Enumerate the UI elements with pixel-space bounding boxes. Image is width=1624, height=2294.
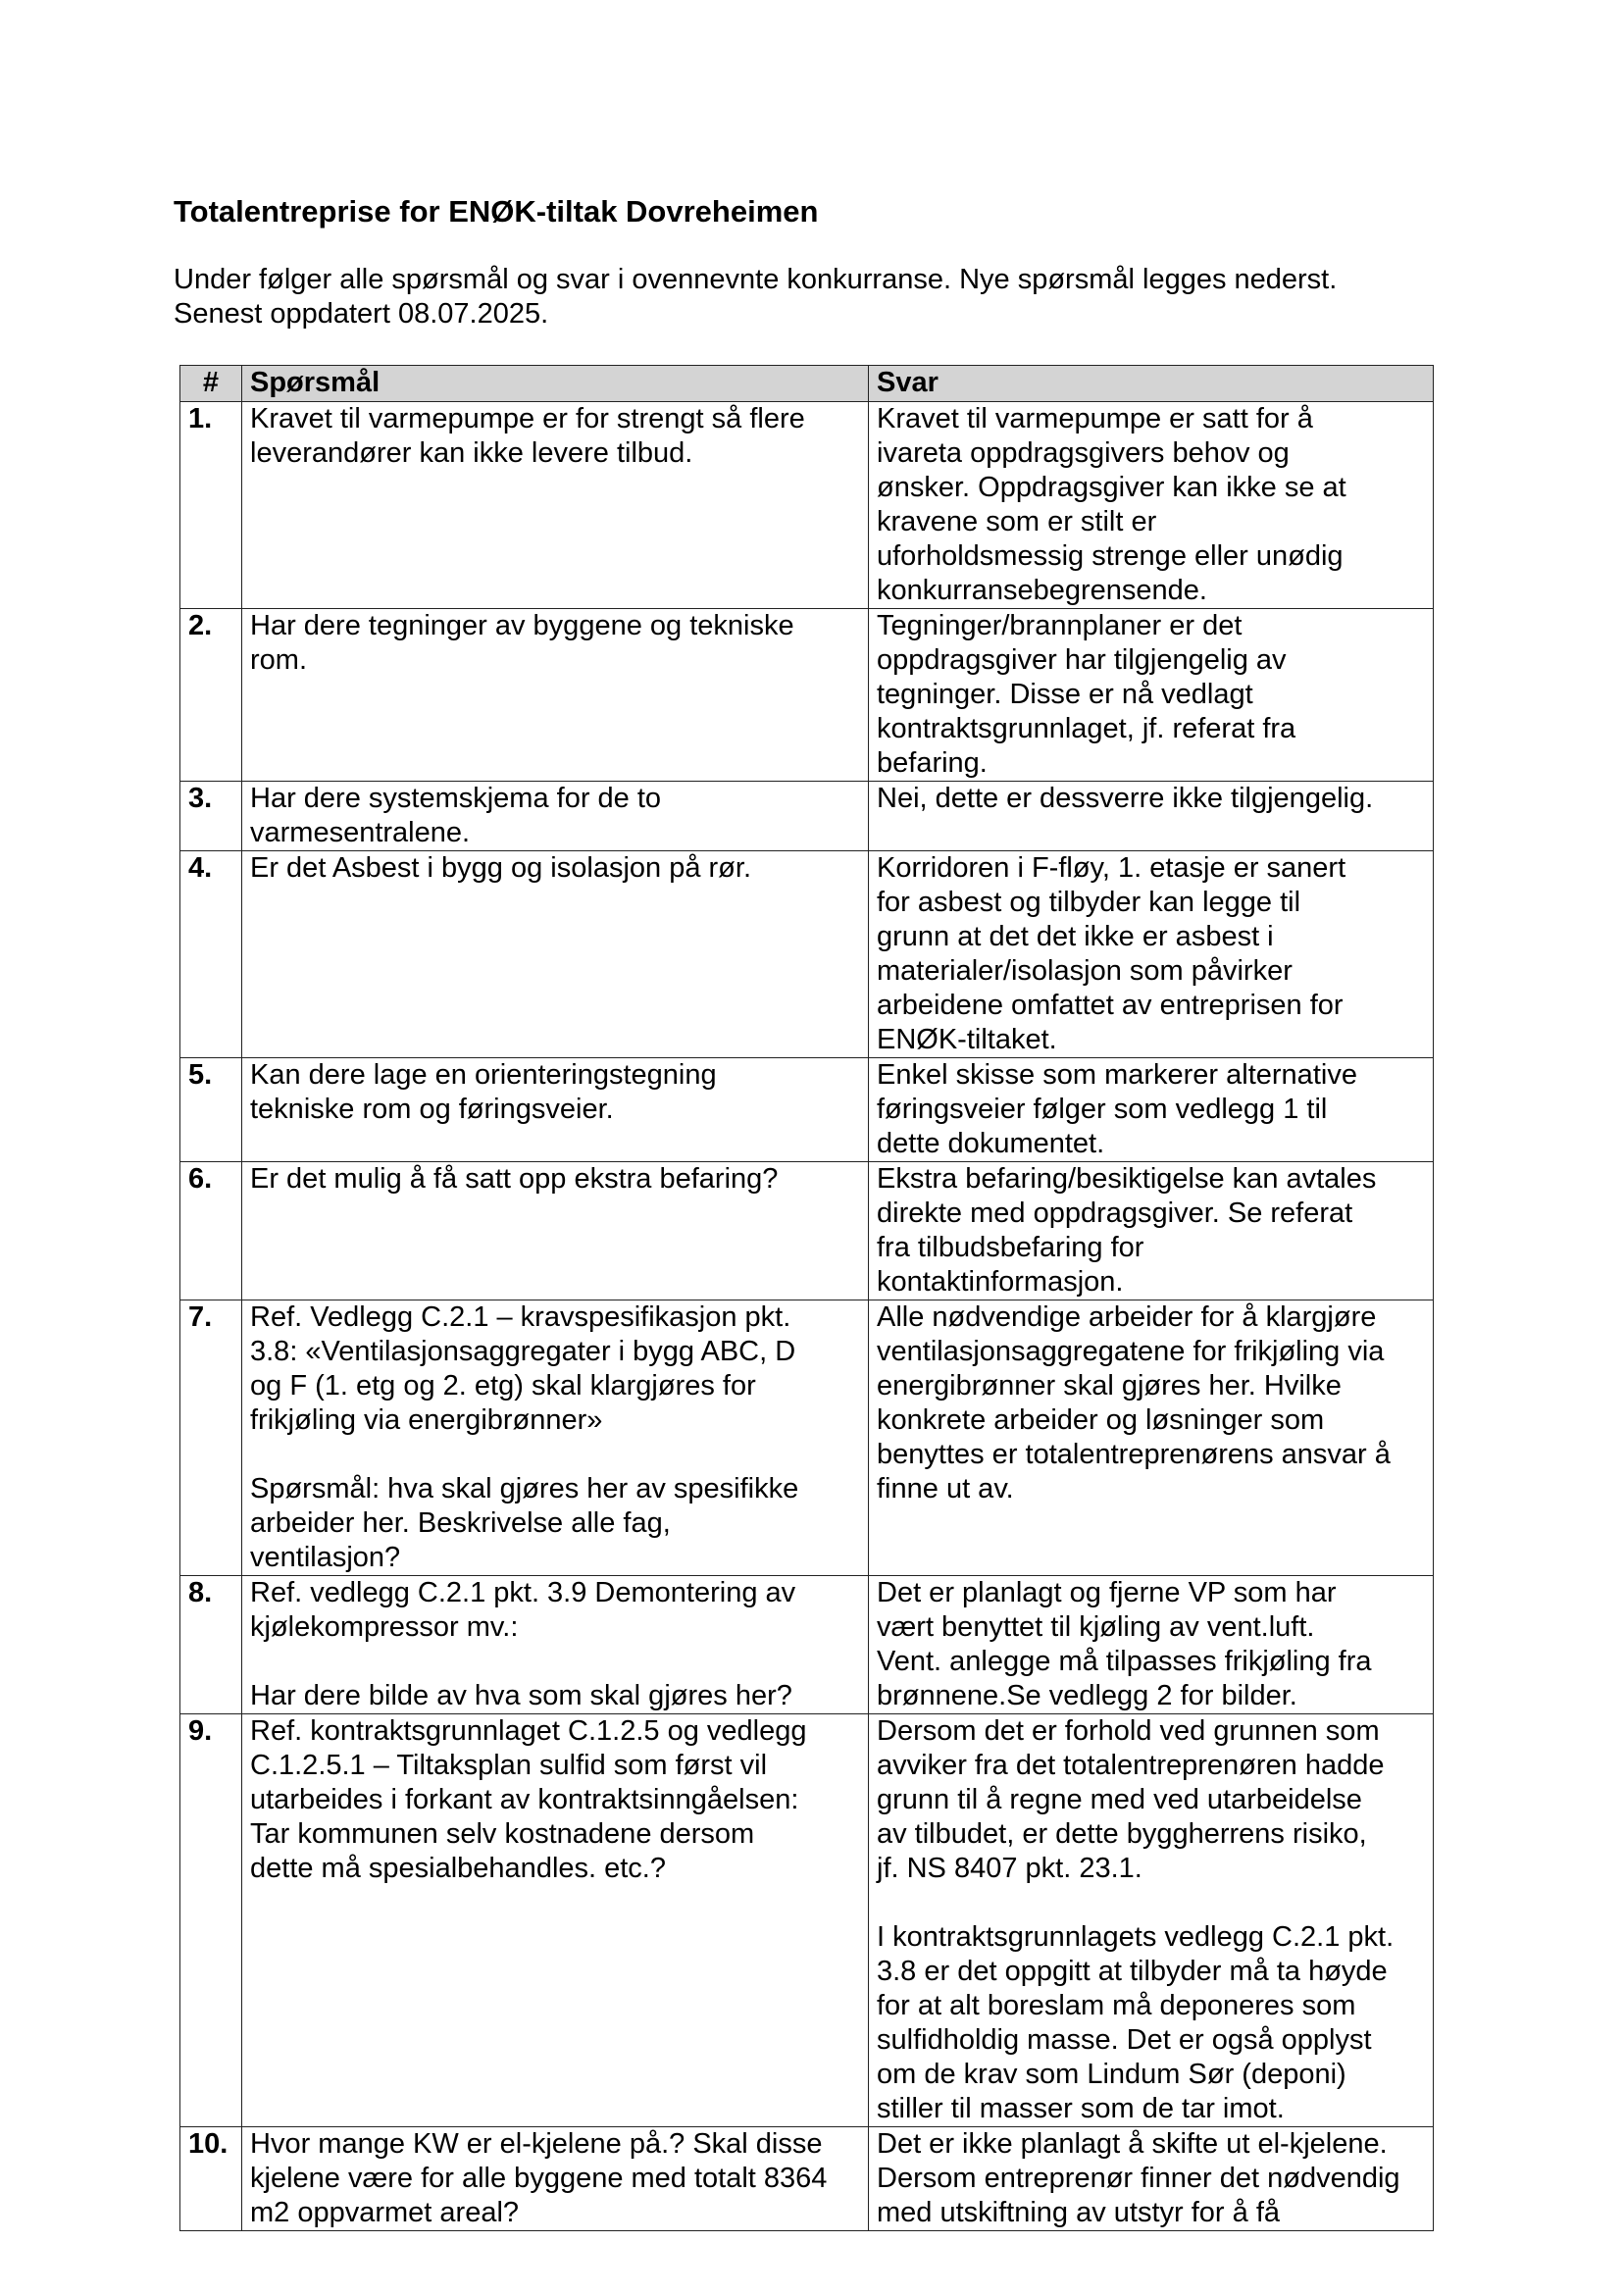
row-question-cell	[242, 782, 869, 851]
row-question-cell	[242, 851, 869, 1058]
row-number: 7.	[180, 1300, 242, 1576]
row-question-paragraph: Ref. Vedlegg C.2.1 – kravspesifikasjon pkt. 3.8: «Ventilasjonsaggregater i bygg ABC, D og F (1. etg og 2. etg) skal klargjøres for frikjøling via energibrønner»	[250, 1301, 796, 1436]
row-answer-paragraph: Dersom det er forhold ved grunnen som avviker fra det totalentreprenøren hadde grunn til å regne med ved utarbeidelse av tilbudet, er dette byggherrens risiko, jf. NS 8407 pkt. 23.1.	[877, 1715, 1385, 1884]
row-question-paragraph: Har dere bilde av hva som skal gjøres her?	[250, 1680, 792, 1711]
row-question-paragraph: Hvor mange KW er el-kjelene på.? Skal disse kjelene være for alle byggene med totalt 8364 m2 oppvarmet areal?	[250, 2128, 828, 2228]
paragraph-gap	[877, 1886, 1431, 1920]
qa-table	[179, 365, 1434, 2231]
paragraph-gap	[250, 1645, 866, 1679]
row-answer-cell	[869, 1162, 1434, 1300]
header-answer: Svar	[869, 366, 1434, 402]
table-row	[180, 1714, 1434, 2127]
table-row	[180, 2127, 1434, 2231]
row-answer-paragraph: Alle nødvendige arbeider for å klargjøre ventilasjonsaggregatene for frikjøling via energibrønner skal gjøres her. Hvilke konkrete arbeider og løsninger som benyttes er totalentreprenørens ansvar å finne ut av.	[877, 1301, 1391, 1504]
row-answer-paragraph: Kravet til varmepumpe er satt for å ivareta oppdragsgivers behov og ønsker. Oppdragsgiver kan ikke se at kravene som er stilt er uforholdsmessig strenge eller unødig konkurransebegrensende.	[877, 403, 1346, 606]
row-answer-cell	[869, 1714, 1434, 2127]
row-answer-paragraph: Det er ikke planlagt å skifte ut el-kjelene. Dersom entreprenør finner det nødvendig med utskiftning av utstyr for å få	[877, 2128, 1400, 2228]
row-question-cell	[242, 609, 869, 782]
row-number: 4.	[180, 851, 242, 1058]
row-question-paragraph: Spørsmål: hva skal gjøres her av spesifikke arbeider her. Beskrivelse alle fag, ventilasjon?	[250, 1473, 799, 1573]
row-answer-cell	[869, 609, 1434, 782]
paragraph-gap	[250, 1438, 866, 1472]
row-question-paragraph: Har dere systemskjema for de to varmesentralene.	[250, 783, 662, 848]
row-answer-cell	[869, 782, 1434, 851]
row-number: 2.	[180, 609, 242, 782]
table-row	[180, 1576, 1434, 1714]
row-number: 1.	[180, 402, 242, 609]
table-row	[180, 609, 1434, 782]
row-answer-paragraph: Nei, dette er dessverre ikke tilgjengelig.	[877, 783, 1374, 814]
row-question-cell	[242, 402, 869, 609]
row-number: 6.	[180, 1162, 242, 1300]
table-row	[180, 782, 1434, 851]
row-question-paragraph: Ref. kontraktsgrunnlaget C.1.2.5 og vedlegg C.1.2.5.1 – Tiltaksplan sulfid som først vil utarbeides i forkant av kontraktsinngåelsen: Tar kommunen selv kostnadene dersom dette må spesialbehandles. etc.?	[250, 1715, 807, 1884]
row-answer-cell	[869, 2127, 1434, 2231]
row-question-paragraph: Ref. vedlegg C.2.1 pkt. 3.9 Demontering av kjølekompressor mv.:	[250, 1577, 796, 1643]
row-answer-paragraph: Ekstra befaring/besiktigelse kan avtales direkte med oppdragsgiver. Se referat fra tilbudsbefaring for kontaktinformasjon.	[877, 1163, 1377, 1298]
row-number: 3.	[180, 782, 242, 851]
header-question: Spørsmål	[242, 366, 869, 402]
table-row	[180, 851, 1434, 1058]
row-answer-paragraph: Det er planlagt og fjerne VP som har vært benyttet til kjøling av vent.luft. Vent. anlegge må tilpasses frikjøling fra brønnene.Se vedlegg 2 for bilder.	[877, 1577, 1372, 1711]
row-answer-cell	[869, 851, 1434, 1058]
row-question-cell	[242, 2127, 869, 2231]
row-answer-cell	[869, 1300, 1434, 1576]
row-answer-paragraph: Enkel skisse som markerer alternative føringsveier følger som vedlegg 1 til dette dokumentet.	[877, 1059, 1357, 1159]
intro-line-1: Under følger alle spørsmål og svar i ovennevnte konkurranse. Nye spørsmål legges nederst.	[174, 264, 1338, 295]
row-question-cell	[242, 1162, 869, 1300]
table-row	[180, 1058, 1434, 1162]
row-answer-paragraph: Tegninger/brannplaner er det oppdragsgiver har tilgjengelig av tegninger. Disse er nå vedlagt kontraktsgrunnlaget, jf. referat fra befaring.	[877, 610, 1296, 779]
row-answer-cell	[869, 402, 1434, 609]
row-question-cell	[242, 1576, 869, 1714]
table-row	[180, 1162, 1434, 1300]
header-num: #	[180, 366, 242, 402]
intro-text	[174, 263, 1448, 331]
qa-table-body	[180, 402, 1434, 2231]
row-number: 10.	[180, 2127, 242, 2231]
row-question-cell	[242, 1300, 869, 1576]
row-question-paragraph: Kravet til varmepumpe er for strengt så flere leverandører kan ikke levere tilbud.	[250, 403, 805, 469]
row-number: 9.	[180, 1714, 242, 2127]
row-answer-cell	[869, 1058, 1434, 1162]
table-row	[180, 1300, 1434, 1576]
row-question-cell	[242, 1714, 869, 2127]
row-question-paragraph: Har dere tegninger av byggene og tekniske rom.	[250, 610, 794, 676]
intro-line-2: Senest oppdatert 08.07.2025.	[174, 298, 549, 330]
row-question-paragraph: Er det mulig å få satt opp ekstra befaring?	[250, 1163, 779, 1195]
row-number: 5.	[180, 1058, 242, 1162]
document-title: Totalentreprise for ENØK-tiltak Dovreheimen	[174, 194, 819, 229]
qa-table-header-row	[180, 366, 1434, 402]
table-row	[180, 402, 1434, 609]
row-number: 8.	[180, 1576, 242, 1714]
row-question-paragraph: Kan dere lage en orienteringstegning tekniske rom og føringsveier.	[250, 1059, 717, 1125]
row-answer-cell	[869, 1576, 1434, 1714]
row-question-cell	[242, 1058, 869, 1162]
row-question-paragraph: Er det Asbest i bygg og isolasjon på rør.	[250, 852, 751, 884]
row-answer-paragraph: I kontraktsgrunnlagets vedlegg C.2.1 pkt. 3.8 er det oppgitt at tilbyder må ta høyde for at alt boreslam må deponeres som sulfidholdig masse. Det er også opplyst om de krav som Lindum Sør (deponi) stiller til masser som de tar imot.	[877, 1921, 1395, 2124]
row-answer-paragraph: Korridoren i F-fløy, 1. etasje er sanert for asbest og tilbyder kan legge til grunn at det det ikke er asbest i materialer/isolasjon som påvirker arbeidene omfattet av entreprisen for ENØK-tiltaket.	[877, 852, 1346, 1055]
